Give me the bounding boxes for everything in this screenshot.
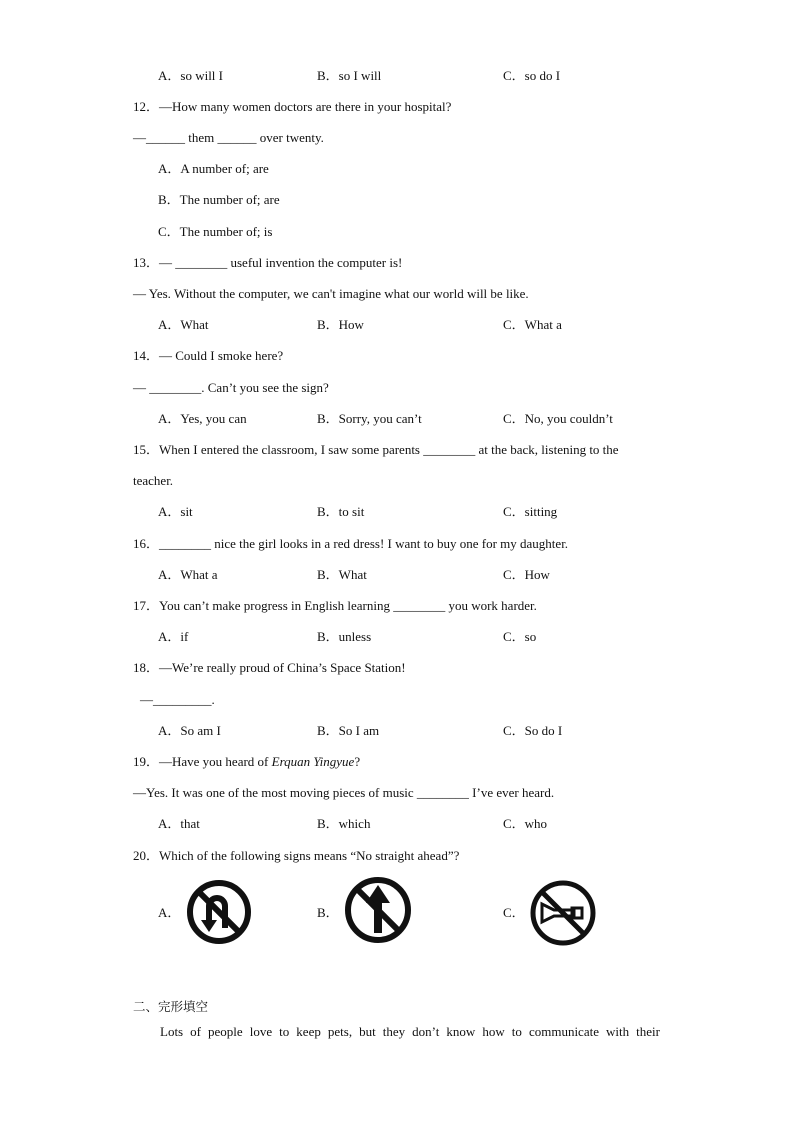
q13-option-a[interactable]: A．What [158,317,209,332]
q19-option-c[interactable]: C．who [503,816,548,831]
q19-line2: —Yes. It was one of the most moving pieces of music ________ I’ve ever heard. [133,785,555,800]
q13-stem: 13．— ________ useful invention the computer is! [133,255,403,270]
q11-option-a[interactable]: A．so will I [158,68,224,83]
q19-stem-prefix: 19．—Have you heard of [133,754,272,769]
no-u-turn-sign-icon[interactable] [185,878,253,946]
q20-option-c-label[interactable]: C． [503,905,525,920]
q15-stem: 15．When I entered the classroom, I saw some parents ________ at the back, listening to the [133,442,619,457]
q13-line2: — Yes. Without the computer, we can't imagine what our world will be like. [133,286,529,301]
q16-stem: 16．________ nice the girl looks in a red dress! I want to buy one for my daughter. [133,536,569,551]
q17-option-c[interactable]: C．so [503,629,537,644]
q16-option-a[interactable]: A．What a [158,567,218,582]
q11-option-c[interactable]: C．so do I [503,68,561,83]
q12-line2: —______ them ______ over twenty. [133,130,324,145]
q13-option-b[interactable]: B．How [317,317,364,332]
q20-option-a-label[interactable]: A． [158,905,181,920]
q17-stem: 17．You can’t make progress in English learning ________ you work harder. [133,598,537,613]
section-heading: 二、完形填空 [133,999,209,1014]
q18-option-c[interactable]: C．So do I [503,723,563,738]
q18-line2: —_________. [140,692,215,707]
q17-option-a[interactable]: A．if [158,629,189,644]
q14-line2: — ________. Can’t you see the sign? [133,380,329,395]
no-straight-ahead-sign-icon[interactable] [343,875,413,945]
q14-stem: 14．— Could I smoke here? [133,348,284,363]
no-honking-sign-icon[interactable] [528,879,598,947]
q15-option-c[interactable]: C．sitting [503,504,558,519]
q18-stem: 18．—We’re really proud of China’s Space Station! [133,660,406,675]
passage-line-1: Lots of people love to keep pets, but they don’t know how to communicate with their [160,1024,660,1039]
q12-option-a[interactable]: A．A number of; are [158,161,269,176]
q18-option-a[interactable]: A．So am I [158,723,221,738]
q16-option-c[interactable]: C．How [503,567,550,582]
q12-option-b[interactable]: B．The number of; are [158,192,280,207]
q11-option-b[interactable]: B．so I will [317,68,382,83]
q13-option-c[interactable]: C．What a [503,317,562,332]
q19-stem-title: Erquan Yingyue [271,754,355,769]
q19-stem-suffix: ? [354,754,361,769]
q15-option-b[interactable]: B．to sit [317,504,365,519]
q19-stem [133,754,360,770]
q15-option-a[interactable]: A．sit [158,504,193,519]
q20-option-b-label[interactable]: B． [317,905,339,920]
q12-option-c[interactable]: C．The number of; is [158,224,273,239]
q17-option-b[interactable]: B．unless [317,629,372,644]
q20-stem: 20．Which of the following signs means “No straight ahead”? [133,848,460,863]
q18-option-b[interactable]: B．So I am [317,723,380,738]
q15-line2: teacher. [133,473,174,488]
q19-option-b[interactable]: B．which [317,816,371,831]
q12-stem: 12．—How many women doctors are there in your hospital? [133,99,452,114]
q14-option-c[interactable]: C．No, you couldn’t [503,411,613,426]
q14-option-a[interactable]: A．Yes, you can [158,411,247,426]
q19-option-a[interactable]: A．that [158,816,200,831]
q16-option-b[interactable]: B．What [317,567,367,582]
q14-option-b[interactable]: B．Sorry, you can’t [317,411,422,426]
